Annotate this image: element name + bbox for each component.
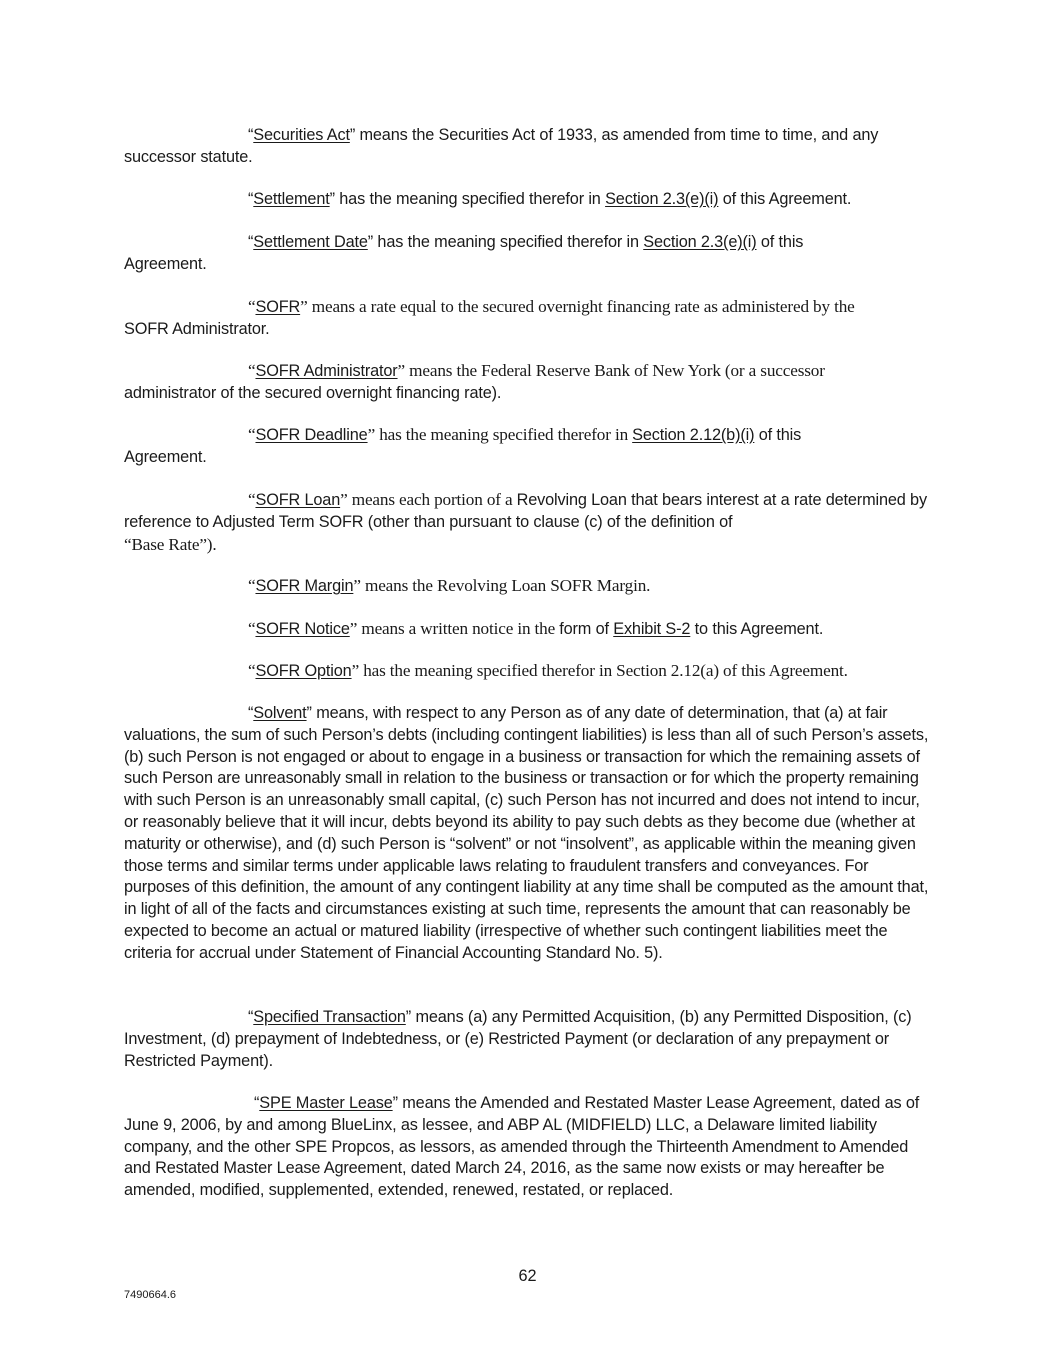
definition-settlement-date: “Settlement Date” has the meaning specified therefor in Section 2.3(e)(i) of this Agreement. — [124, 233, 804, 273]
definition-sofr-notice: “SOFR Notice” means a written notice in the form of Exhibit S-2 to this Agreement. — [248, 619, 824, 638]
definition-specified-transaction: “Specified Transaction” means (a) any Permitted Acquisition, (b) any Permitted Disposition, (c) Investment, (d) prepayment of Indebtedness, or (e) Restricted Payment (or declaration of any prepayment or Restricted Payment). — [124, 1008, 912, 1070]
defined-term: Solvent — [253, 704, 307, 722]
section-reference: Section 2.3(e)(i) — [605, 190, 719, 208]
defined-term: SOFR Option — [255, 662, 352, 680]
defined-term: SOFR Loan — [255, 491, 341, 509]
definition-spe-master-lease: “SPE Master Lease” means the Amended and Restated Master Lease Agreement, dated as of June 9, 2006, by and among BlueLinx, as lessee, and ABP AL (MIDFIELD) LLC, a Delaware limited liability company, and the other SPE Propcos, as lessors, as amended through the Thirteenth Amendment to Amended and Restated Master Lease Agreement, dated March 24, 2016, as the same now exists or may hereafter be amended, modified, supplemented, extended, renewed, restated, or replaced. — [124, 1094, 920, 1200]
defined-term: Settlement Date — [253, 233, 368, 251]
definition-sofr-margin: “SOFR Margin” means the Revolving Loan SOFR Margin. — [248, 576, 651, 595]
document-id: 7490664.6 — [124, 1289, 176, 1301]
definition-securities-act: “Securities Act” means the Securities Act of 1933, as amended from time to time, and any successor statute. — [124, 126, 879, 166]
defined-term: Specified Transaction — [253, 1008, 406, 1026]
defined-term: SOFR Deadline — [255, 426, 368, 444]
definition-sofr-administrator: “SOFR Administrator” means the Federal Reserve Bank of New York (or a successor administrator of the secured overnight financing rate). — [124, 361, 825, 402]
defined-term: SPE Master Lease — [259, 1094, 393, 1112]
section-reference: Section 2.3(e)(i) — [643, 233, 757, 251]
definition-solvent: “Solvent” means, with respect to any Person as of any date of determination, that (a) at fair valuations, the sum of such Person’s debts (including contingent liabilities) is less than all of such Person’s assets, (b) such Person is not engaged or about to engage in a business or transaction for which the remaining assets of such Person are unreasonably small in relation to the business or transaction or for which the property remaining with such Person is an unreasonably small capital, (c) such Person has not incurred and does not intend to incur, or reasonably believe that it will incur, debts beyond its ability to pay such debts as they become due (whether at maturity or otherwise), and (d) such Person is “solvent” or not “insolvent”, as applicable within the meaning given those terms and similar terms under applicable laws relating to fraudulent transfers and conveyances. For purposes of this definition, the amount of any contingent liability at any time shall be computed as the amount that, in light of all of the facts and circumstances existing at such time, represents the amount that can reasonably be expected to become an actual or matured liability (irrespective of whether such contingent liabilities meet the criteria for accrual under Statement of Financial Accounting Standard No. 5). — [124, 704, 929, 962]
definition-sofr: “SOFR” means a rate equal to the secured overnight financing rate as administered by the SOFR Administrator. — [124, 297, 855, 338]
page-number: 62 — [518, 1267, 537, 1285]
definition-sofr-deadline: “SOFR Deadline” has the meaning specified therefor in Section 2.12(b)(i) of this Agreement. — [124, 425, 802, 466]
defined-term: Securities Act — [253, 126, 350, 144]
defined-term: SOFR — [255, 298, 301, 316]
defined-term: SOFR Margin — [255, 577, 354, 595]
section-reference: Section 2.12(b)(i) — [632, 426, 755, 444]
defined-term: SOFR Administrator — [255, 362, 398, 380]
definition-sofr-loan: “SOFR Loan” means each portion of a Revolving Loan that bears interest at a rate determined by reference to Adjusted Term SOFR (other than pursuant to clause (c) of the definition of “Base Rate”). — [124, 490, 927, 554]
defined-term: Settlement — [253, 190, 330, 208]
definition-settlement: “Settlement” has the meaning specified therefor in Section 2.3(e)(i) of this Agreement. — [248, 190, 852, 208]
exhibit-reference: Exhibit S-2 — [613, 620, 691, 638]
defined-term: SOFR Notice — [255, 620, 350, 638]
definition-sofr-option: “SOFR Option” has the meaning specified therefor in Section 2.12(a) of this Agreement. — [248, 661, 848, 680]
